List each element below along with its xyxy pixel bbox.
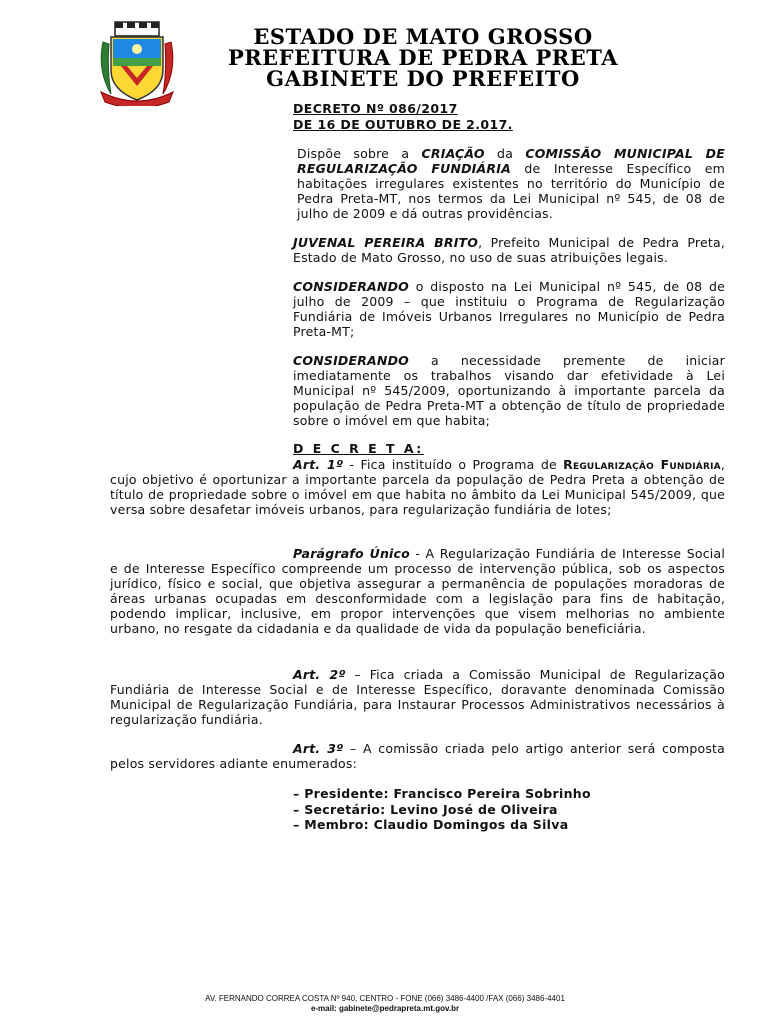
considerando-text: o disposto na Lei Municipal nº 545, de 08 de julho de 2009 – que instituiu o Programa de Regularização Fundiária de Imóveis Urbanos Irregulares no Município de Pedra Preta-MT;	[293, 279, 725, 339]
decree-date: DE 16 DE OUTUBRO DE 2.017.	[293, 117, 513, 132]
decree-number: DECRETO Nº 086/2017	[293, 101, 458, 116]
considerando-label: CONSIDERANDO	[293, 279, 409, 294]
article-1-program-name: Regularização Fundiária	[563, 457, 721, 472]
state-name: ESTADO DE MATO GROSSO	[253, 24, 593, 49]
article-3-text: – A comissão criada pelo artigo anterior será composta pelos servidores adiante enumerados:	[110, 741, 726, 771]
ementa-text-1: Dispõe sobre a	[297, 146, 422, 161]
office-name: GABINETE DO PREFEITO	[266, 66, 580, 91]
paragrafo-label: Parágrafo Único	[293, 546, 410, 561]
considerando-paragraph-1	[293, 279, 725, 339]
article-3	[110, 741, 725, 771]
municipal-coat-of-arms-icon	[97, 20, 177, 106]
paragrafo-text: - A Regularização Fundiária de Interesse Social e de Interesse Específico compreende um processo de intervenção pública, sob os aspectos jurídico, físico e social, que objetiva assegurar a permanência de populações moradoras de áreas urbanas ocupadas em desconformidade com a legislação para fins de habitação, podendo implicar, inclusive, em propor intervenções que visem melhorias no ambiente urbano, no resgate da cidadania e da qualidade de vida da população beneficiária.	[110, 546, 726, 636]
article-1-text-2: , cujo objetivo é oportunizar a importante parcela da população de Pedra Preta a obtenção de título de propriedade sobre o imóvel em que habita no âmbito da Lei Municipal 545/2009, que versa sobre desafetar imóveis urbanos, para regularização fundiária de lotes;	[110, 457, 726, 517]
mayor-paragraph	[293, 235, 725, 265]
ementa-paragraph	[297, 146, 725, 221]
considerando-paragraph-2	[293, 353, 725, 428]
ementa-text-3: de Interesse Específico em habitações irregulares existentes no território do Município de Pedra Preta-MT, nos termos da Lei Municipal nº 545, de 08 de julho de 2009 e dá outras providências.	[297, 161, 726, 221]
letterhead	[0, 10, 770, 100]
footer-address: AV. FERNANDO CORREA COSTA Nº 940, CENTRO - FONE (066) 3486-4400 /FAX (066) 3486-4401	[205, 994, 565, 1003]
footer-email: e-mail: gabinete@pedrapreta.mt.gov.br	[310, 1004, 460, 1013]
article-1	[110, 457, 725, 517]
mayor-text: , Prefeito Municipal de Pedra Preta, Estado de Mato Grosso, no uso de suas atribuições legais.	[293, 235, 725, 265]
paragrafo-unico	[110, 546, 725, 636]
member-secretary: – Secretário: Levino José de Oliveira	[293, 801, 558, 817]
prefecture-name: PREFEITURA DE PEDRA PRETA	[227, 45, 619, 70]
ementa-bold-1: CRIAÇÃO	[421, 146, 485, 161]
ementa-bold-2: COMISSÃO MUNICIPAL DE REGULARIZAÇÃO FUNDIÁRIA	[297, 146, 725, 176]
considerando-label: CONSIDERANDO	[293, 353, 409, 368]
considerando-text: a necessidade premente de iniciar imediatamente os trabalhos visando dar efetividade à Lei Municipal nº 545/2009, oportunizando à importante parcela da população de Pedra Preta-MT a obtenção de título de propriedade sobre o imóvel em que habita;	[293, 353, 725, 428]
commission-members	[293, 786, 591, 833]
decree-heading	[293, 101, 513, 133]
article-2	[110, 667, 725, 727]
article-1-text-1: - Fica instituído o Programa de	[343, 457, 564, 472]
mayor-name: JUVENAL PEREIRA BRITO	[293, 235, 479, 250]
ementa-text-2: da	[484, 146, 526, 161]
article-2-label: Art. 2º	[293, 667, 346, 682]
article-3-label: Art. 3º	[293, 741, 344, 756]
footer	[0, 994, 770, 1014]
article-2-text: – Fica criada a Comissão Municipal de Regularização Fundiária de Interesse Social e de Interesse Específico, doravante denominada Comissão Municipal de Regularização Fundiária, para Instaurar Processos Administrativos necessários à regularização fundiária.	[110, 667, 726, 727]
article-1-label: Art. 1º	[293, 457, 344, 472]
member-president: – Presidente: Francisco Pereira Sobrinho	[293, 786, 591, 801]
letterhead-title	[170, 26, 676, 89]
member-member: – Membro: Claudio Domingos da Silva	[293, 817, 569, 832]
decreta-heading: D E C R E T A:	[293, 441, 424, 456]
